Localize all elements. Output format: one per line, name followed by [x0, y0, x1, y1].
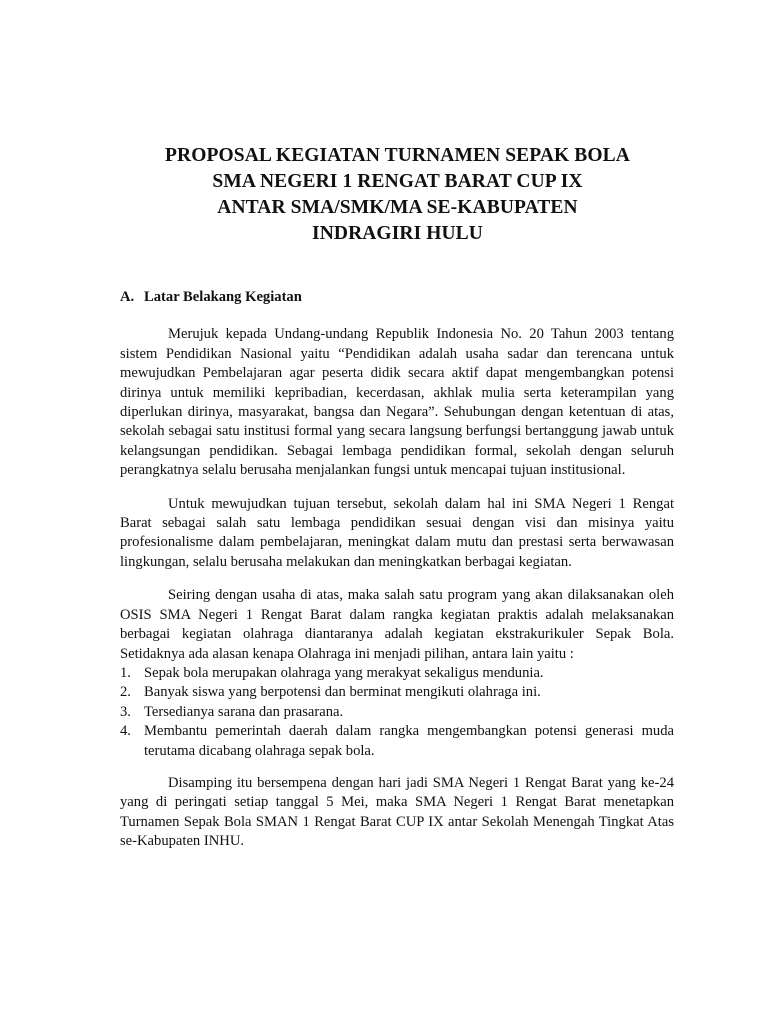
list-item-text: Membantu pemerintah daerah dalam rangka mengembangkan potensi generasi muda terutama dicabang olahraga sepak bola.	[144, 723, 674, 759]
section-heading	[120, 288, 674, 307]
paragraph-3: Seiring dengan usaha di atas, maka salah satu program yang akan dilaksanakan oleh OSIS SMA Negeri 1 Rengat Barat dalam rangka kegiatan praktis adalah melaksanakan berbagai kegiatan olahraga diantaranya adalah kegiatan ekstrakurikuler Sepak Bola. Setidaknya ada alasan kenapa Olahraga ini menjadi pilihan, antara lain yaitu :	[120, 587, 674, 662]
document-title	[0, 143, 768, 247]
list-item-number: 3.	[120, 703, 131, 720]
list-item	[120, 703, 674, 722]
list-item-text: Banyak siswa yang berpotensi dan berminat mengikuti olahraga ini.	[144, 684, 541, 701]
list-item	[120, 683, 674, 702]
list-item	[120, 664, 674, 683]
title-line-2: SMA NEGERI 1 RENGAT BARAT CUP IX	[212, 171, 583, 192]
section-letter: A.	[120, 289, 135, 305]
paragraph-2: Untuk mewujudkan tujuan tersebut, sekolah dalam hal ini SMA Negeri 1 Rengat Barat sebagai salah satu lembaga pendidikan sesuai dengan visi dan misinya yaitu profesionalisme dalam pembelajaran, meningkat dalam mutu dan prestasi serta berwawasan lingkungan, selalu berusaha melakukan dan meningkatkan berbagai kegiatan.	[120, 495, 674, 570]
list-item-text: Tersedianya sarana dan prasarana.	[144, 703, 344, 720]
list-item-number: 1.	[120, 664, 131, 681]
document-body	[120, 288, 674, 866]
reasons-list	[120, 664, 674, 761]
section-heading-text: Latar Belakang Kegiatan	[144, 289, 302, 305]
title-line-1: PROPOSAL KEGIATAN TURNAMEN SEPAK BOLA	[165, 145, 630, 166]
paragraph-4: Disamping itu bersempena dengan hari jadi SMA Negeri 1 Rengat Barat yang ke-24 yang di peringati setiap tanggal 5 Mei, maka SMA Negeri 1 Rengat Barat menetapkan Turnamen Sepak Bola SMAN 1 Rengat Barat CUP IX antar Sekolah Menengah Tingkat Atas se-Kabupaten INHU.	[120, 774, 674, 850]
title-line-3: ANTAR SMA/SMK/MA SE-KABUPATEN	[217, 197, 578, 218]
list-item-text: Sepak bola merupakan olahraga yang merakyat sekaligus mendunia.	[144, 664, 544, 681]
list-item	[120, 722, 674, 761]
list-item-number: 2.	[120, 684, 131, 701]
list-item-number: 4.	[120, 723, 131, 740]
paragraph-1: Merujuk kepada Undang-undang Republik Indonesia No. 20 Tahun 2003 tentang sistem Pendidikan Nasional yaitu “Pendidikan adalah usaha sadar dan terencana untuk mewujudkan Pembelajaran agar peserta didik secara aktif dapat mengembangkan potensi dirinya untuk memiliki kepribadian, kecerdasan, akhlak mulia serta keterampilan yang diperlukan dirinya, masyarakat, bangsa dan Negara”. Sehubungan dengan ketentuan di atas, sekolah sebagai satu institusi formal yang secara langsung berfungsi bertanggung jawab untuk kelangsungan pendidikan. Sebagai lembaga pendidikan formal, sekolah dengan seluruh perangkatnya selalu berusaha menjalankan fungsi untuk mencapai tujuan institusional.	[120, 326, 674, 479]
title-line-4: INDRAGIRI HULU	[312, 223, 483, 244]
